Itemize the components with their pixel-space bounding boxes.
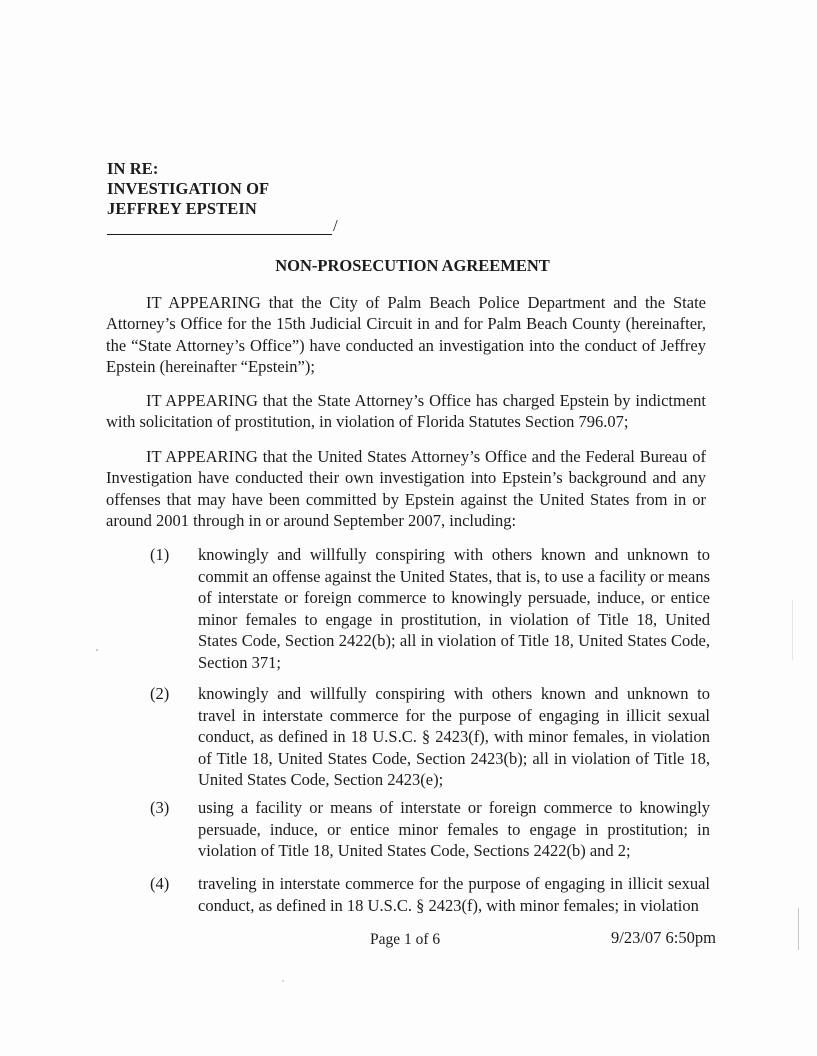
list-item-1 [150, 544, 710, 674]
scan-artifact-dot [282, 980, 284, 982]
document-title-text: NON-PROSECUTION AGREEMENT [275, 256, 550, 275]
list-item-text: knowingly and willfully conspiring with others known and unknown to commit an offense against the United States, that is, to use a facility or means of interstate or foreign commerce to knowingly persuade, induce, or entice minor females to engage in prostitution, in violation of Title 18, United States Code, Section 2422(b); all in violation of Title 18, United States Code, Section 371; [198, 545, 710, 672]
document-title [0, 256, 817, 276]
caption-slash: / [333, 216, 338, 235]
case-caption [107, 159, 269, 219]
caption-underline [107, 217, 332, 235]
paragraph-3 [106, 446, 706, 531]
list-item-number: (1) [150, 545, 170, 564]
list-item-3 [150, 797, 710, 862]
list-item-4 [150, 873, 710, 916]
paragraph-2-text: IT APPEARING that the State Attorney’s Office has charged Epstein by indictment with solicitation of prostitution, in violation of Florida Statutes Section 796.07; [106, 391, 706, 432]
scan-artifact-line [798, 908, 799, 950]
list-item-number: (3) [150, 798, 170, 817]
list-item-text: knowingly and willfully conspiring with others known and unknown to travel in interstate commerce for the purpose of engaging in illicit sexual conduct, as defined in 18 U.S.C. § 2423(f), with minor females, in violation of Title 18, United States Code, Section 2423(b); all in violation of Title 18, United States Code, Section 2423(e); [198, 684, 710, 790]
paragraph-2 [106, 390, 706, 433]
list-item-2 [150, 683, 710, 791]
list-item-text: traveling in interstate commerce for the purpose of engaging in illicit sexual conduct, as defined in 18 U.S.C. § 2423(f), with minor females; in violation [198, 874, 710, 915]
scan-artifact-line [792, 600, 793, 660]
paragraph-3-text: IT APPEARING that the United States Attorney’s Office and the Federal Bureau of Investigation have conducted their own investigation into Epstein’s background and any offenses that may have been committed by Epstein against the United States from in or around 2001 through in or around September 2007, including: [106, 447, 706, 530]
scan-artifact-dot [96, 649, 98, 651]
list-item-number: (2) [150, 684, 170, 703]
list-item-text: using a facility or means of interstate or foreign commerce to knowingly persuade, induce, or entice minor females to engage in prostitution; in violation of Title 18, United States Code, Sections 2422(b) and 2; [198, 798, 710, 861]
caption-line-investigation: INVESTIGATION OF [107, 179, 270, 198]
caption-line-name: JEFFREY EPSTEIN [107, 199, 257, 218]
paragraph-1-text: IT APPEARING that the City of Palm Beach Police Department and the State Attorney’s Office for the 15th Judicial Circuit in and for Palm Beach County (hereinafter, the “State Attorney’s Office”) have conducted an investigation into the conduct of Jeffrey Epstein (hereinafter “Epstein”); [106, 293, 706, 376]
list-item-number: (4) [150, 874, 170, 893]
caption-line-in-re: IN RE: [107, 159, 159, 178]
page-number: Page 1 of 6 [370, 931, 441, 948]
document-timestamp: 9/23/07 6:50pm [611, 928, 716, 947]
paragraph-1 [106, 292, 706, 377]
